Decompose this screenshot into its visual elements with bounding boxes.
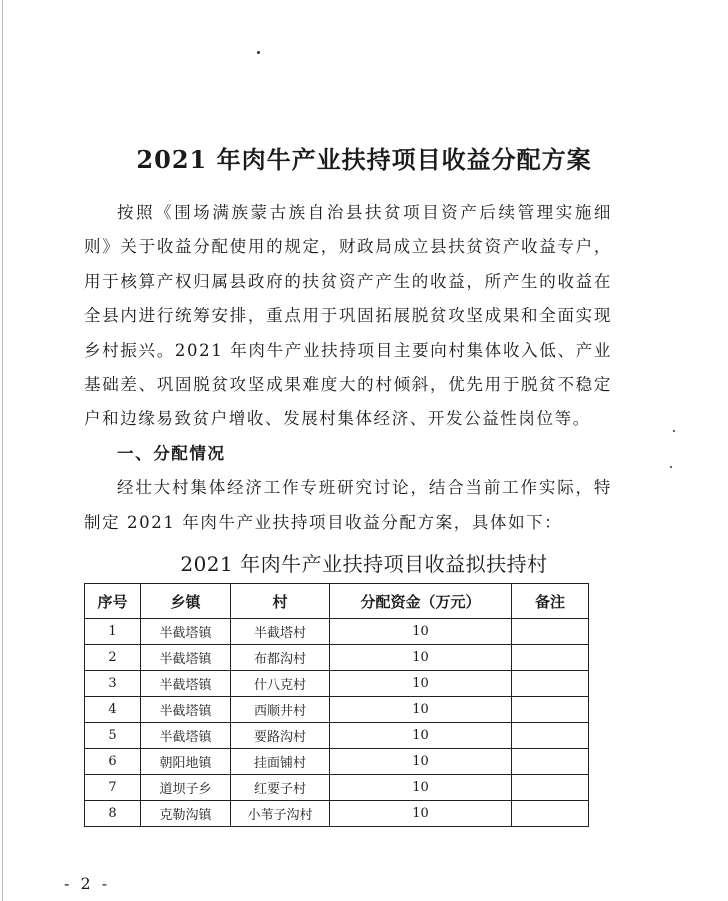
section-paragraph: 经壮大村集体经济工作专班研究讨论，结合当前工作实际，特制定 2021 年肉牛产业扶持项目收益分配方案，具体如下： [84, 478, 612, 532]
document-body [84, 196, 612, 540]
cell-village: 布都沟村 [231, 645, 330, 671]
cell-township: 半截塔镇 [141, 697, 231, 723]
cell-funds: 10 [330, 645, 512, 671]
table-row [85, 619, 589, 645]
table-row [85, 775, 589, 801]
scan-edge [2, 0, 3, 901]
cell-funds: 10 [330, 671, 512, 697]
header-village: 村 [231, 584, 330, 619]
scan-speck [670, 466, 672, 468]
cell-village: 小苇子沟村 [231, 801, 330, 827]
header-index: 序号 [85, 584, 141, 619]
cell-index: 8 [85, 801, 141, 827]
cell-index: 3 [85, 671, 141, 697]
cell-index: 1 [85, 619, 141, 645]
cell-funds: 10 [330, 775, 512, 801]
cell-village: 挂面铺村 [231, 749, 330, 775]
cell-village: 红要子村 [231, 775, 330, 801]
cell-township: 朝阳地镇 [141, 749, 231, 775]
header-remarks: 备注 [512, 584, 589, 619]
intro-paragraph: 按照《围场满族蒙古族自治县扶贫项目资产后续管理实施细则》关于收益分配使用的规定，财政局成立县扶贫资产收益专户，用于核算产权归属县政府的扶贫资产产生的收益，所产生的收益在全县内进行统筹安排，重点用于巩固拓展脱贫攻坚成果和全面实现乡村振兴。2021 年肉牛产业扶持项目主要向村集体收入低、产业基础差、巩固脱贫攻坚成果难度大的村倾斜，优先用于脱贫不稳定户和边缘易致贫户增收、发展村集体经济、开发公益性岗位等。 [84, 203, 612, 429]
cell-village: 半截塔村 [231, 619, 330, 645]
scan-speck [257, 51, 260, 54]
allocation-table [84, 583, 589, 827]
cell-township: 克勒沟镇 [141, 801, 231, 827]
cell-remarks [512, 697, 589, 723]
cell-index: 2 [85, 645, 141, 671]
cell-village: 要路沟村 [231, 723, 330, 749]
cell-funds: 10 [330, 801, 512, 827]
table-row [85, 697, 589, 723]
cell-township: 半截塔镇 [141, 619, 231, 645]
cell-index: 4 [85, 697, 141, 723]
page-number: - 2 - [64, 874, 111, 893]
cell-township: 半截塔镇 [141, 645, 231, 671]
cell-village: 什八克村 [231, 671, 330, 697]
cell-township: 半截塔镇 [141, 723, 231, 749]
header-township: 乡镇 [141, 584, 231, 619]
cell-funds: 10 [330, 619, 512, 645]
cell-township: 道坝子乡 [141, 775, 231, 801]
section-heading: 一、分配情况 [117, 443, 226, 463]
table-row [85, 723, 589, 749]
cell-remarks [512, 723, 589, 749]
document-title: 2021 年肉牛产业扶持项目收益分配方案 [136, 145, 592, 174]
table-row [85, 749, 589, 775]
cell-funds: 10 [330, 749, 512, 775]
cell-index: 7 [85, 775, 141, 801]
cell-remarks [512, 801, 589, 827]
cell-funds: 10 [330, 697, 512, 723]
header-funds: 分配资金（万元） [330, 584, 512, 619]
table-row [85, 645, 589, 671]
cell-village: 西顺井村 [231, 697, 330, 723]
cell-township: 半截塔镇 [141, 671, 231, 697]
cell-remarks [512, 619, 589, 645]
cell-funds: 10 [330, 723, 512, 749]
cell-index: 5 [85, 723, 141, 749]
cell-remarks [512, 671, 589, 697]
table-header-row [85, 584, 589, 619]
cell-remarks [512, 645, 589, 671]
cell-remarks [512, 775, 589, 801]
table-row [85, 671, 589, 697]
cell-remarks [512, 749, 589, 775]
table-row [85, 801, 589, 827]
cell-index: 6 [85, 749, 141, 775]
table-title: 2021 年肉牛产业扶持项目收益拟扶持村 [180, 552, 548, 576]
scan-speck [673, 430, 675, 432]
